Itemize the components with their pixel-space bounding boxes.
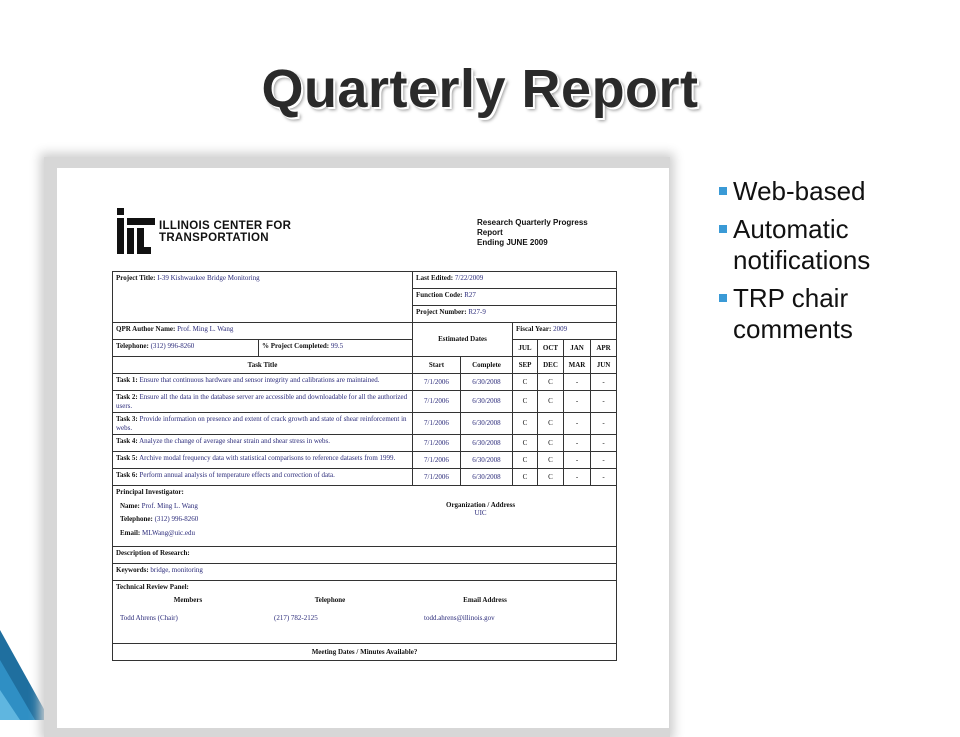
- square-bullet-icon: [719, 225, 727, 233]
- ict-logo: [115, 206, 295, 258]
- keywords-cell: Keywords: bridge, monitoring: [113, 564, 617, 581]
- qpr-author-cell: QPR Author Name: Prof. Ming L. Wang: [113, 323, 413, 340]
- task-row: Task 4: Analyze the change of average shear strain and shear stress in webs. 7/1/2006 6/30/2008 C C - -: [113, 435, 617, 452]
- start-header: Start: [413, 357, 461, 374]
- pct-complete-cell: % Project Completed: 99.5: [259, 340, 413, 357]
- task-title-header: Task Title: [113, 357, 413, 374]
- bullet-item: Web-based: [716, 176, 903, 207]
- description-cell: Description of Research:: [113, 547, 617, 564]
- telephone-cell: Telephone: (312) 996-8260: [113, 340, 259, 357]
- task-row: Task 1: Ensure that continuous hardware and sensor integrity and calibrations are maintained. 7/1/2006 6/30/2008 C C - -: [113, 374, 617, 391]
- report-heading: Research Quarterly Progress Report Ending JUNE 2009: [477, 218, 588, 247]
- bullet-item: TRP chair comments: [716, 283, 903, 345]
- bullet-list: [716, 176, 903, 352]
- square-bullet-icon: [719, 187, 727, 195]
- project-title-cell: Project Title: I-39 Kishwaukee Bridge Monitoring: [113, 272, 413, 323]
- fiscal-year-cell: Fiscal Year: 2009: [513, 323, 617, 340]
- last-edited-cell: Last Edited: 7/22/2009: [413, 272, 617, 289]
- square-bullet-icon: [719, 294, 727, 302]
- project-number-cell: Project Number: R27-9: [413, 306, 617, 323]
- function-code-cell: Function Code: R27: [413, 289, 617, 306]
- review-panel-cell: Technical Review Panel: Members Telephone Email Address Todd Ahrens (Chair) (217) 782-2125 todd.ahrens@illinois.gov: [113, 581, 617, 644]
- task-row: Task 3: Provide information on presence and extent of crack growth and state of shear reinforcement in webs. 7/1/2006 6/30/2008 C C - -: [113, 413, 617, 435]
- logo-line-2: TRANSPORTATION: [159, 232, 269, 244]
- complete-header: Complete: [461, 357, 513, 374]
- estimated-dates-cell: Estimated Dates: [413, 323, 513, 357]
- principal-investigator-cell: Principal Investigator: Name: Prof. Ming L. Wang Telephone: (312) 996-8260 Email: MLWang@uic.edu Organization / Address UIC: [113, 486, 617, 547]
- bullet-item: Automatic notifications: [716, 214, 903, 276]
- report-document-image: [57, 168, 669, 728]
- report-table: Project Title: I-39 Kishwaukee Bridge Monitoring Last Edited: 7/22/2009 Function Code: R27 Project Number: R27-9 QPR Author Name: Prof. Ming L. Wang Estimated Dates Fiscal Year: 2009 Telephone: (312) 996-8260 % Project Completed: 99.5 JUL OCT JAN APR Task Title Start Complete SEP DEC MAR JUN Task 1: Ensure that continuous hardware and sensor integrity and calibrations are maintained. 7/1/2006 6/30/2008 C C - - Task 2: Ensure all the data in the database server are accessible and downloadable for all the authorized users. 7/1/2006 6/30/2008 C C - - Task 3: Provide information on presence and extent of crack growth and state of shear reinforcement in webs. 7/1/2006 6/30/2008 C C - - Task 4: Analyze the change of average shear strain and shear stress in webs. 7/1/2006 6/30/2008 C C - - Task 5: Archive modal frequency data with statistical comparisons to reference datasets from 1999. 7/1/2006 6/30/2008 C C - - Task 6: Perform annual analysis of temperature effects and correction of data. 7/1/2006 6/30/2008 C C - - Principal Investigator: Name: Prof. Ming L. Wang Telephone: (312) 996-8260 Email: MLWang@uic.edu Organization / Address UIC Description of Research: Keywords: bridge, monitoring Technical Review Panel: Members Telephone Email Address Todd Ahrens (Chair) (217) 782-2125 todd.ahrens@illinois.gov Meeting Dates / Minutes Available?: [112, 271, 617, 661]
- meeting-cell: Meeting Dates / Minutes Available?: [113, 644, 617, 661]
- ict-logo-icon: [115, 206, 157, 256]
- task-row: Task 2: Ensure all the data in the database server are accessible and downloadable for all the authorized users. 7/1/2006 6/30/2008 C C - -: [113, 391, 617, 413]
- task-row: Task 5: Archive modal frequency data with statistical comparisons to reference datasets from 1999. 7/1/2006 6/30/2008 C C - -: [113, 452, 617, 469]
- task-row: Task 6: Perform annual analysis of temperature effects and correction of data. 7/1/2006 6/30/2008 C C - -: [113, 469, 617, 486]
- slide-title: Quarterly Report: [261, 59, 699, 119]
- logo-line-1: ILLINOIS CENTER FOR: [159, 220, 292, 232]
